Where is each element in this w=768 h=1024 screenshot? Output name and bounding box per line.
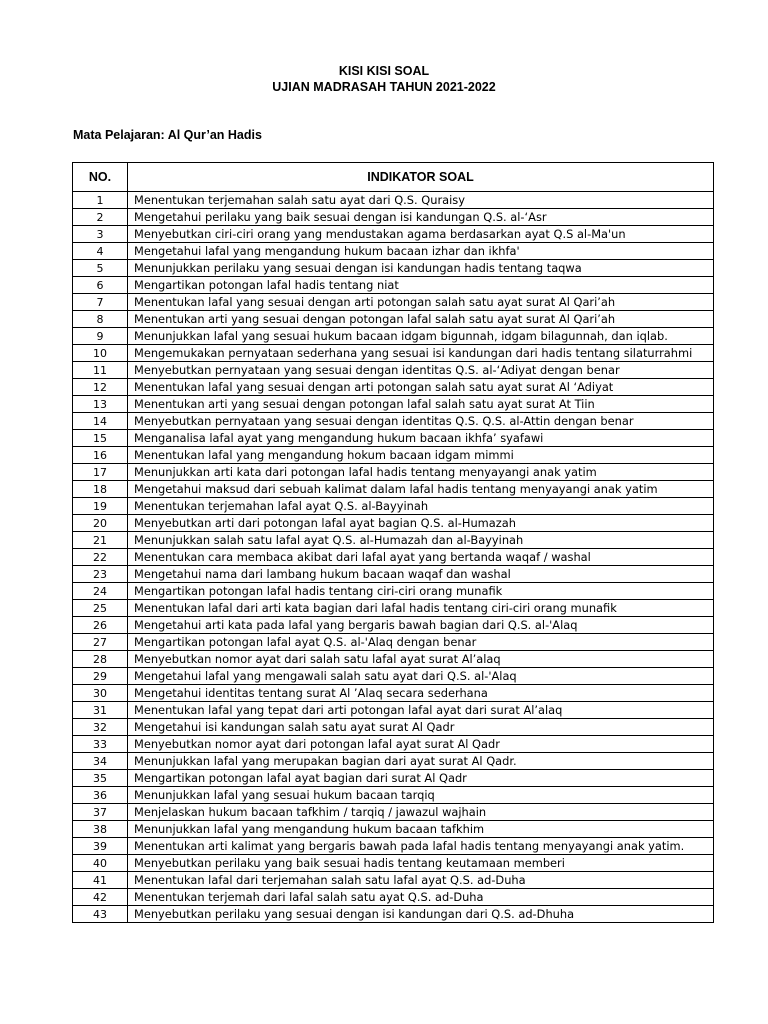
- table-row: [73, 260, 714, 277]
- table-row: [73, 345, 714, 362]
- table-row: [73, 209, 714, 226]
- row-indicator: Mengetahui isi kandungan salah satu ayat surat Al Qadr: [128, 719, 714, 736]
- row-number: 38: [73, 821, 128, 838]
- row-indicator: Menganalisa lafal ayat yang mengandung hukum bacaan ikhfa’ syafawi: [128, 430, 714, 447]
- row-indicator: Mengetahui lafal yang mengawali salah satu ayat dari Q.S. al-'Alaq: [128, 668, 714, 685]
- row-indicator: Mengetahui maksud dari sebuah kalimat dalam lafal hadis tentang menyayangi anak yatim: [128, 481, 714, 498]
- row-indicator: Menyebutkan pernyataan yang sesuai dengan identitas Q.S. al-‘Adiyat dengan benar: [128, 362, 714, 379]
- row-indicator: Menentukan lafal yang sesuai dengan arti potongan salah satu ayat surat Al Qari’ah: [128, 294, 714, 311]
- row-number: 32: [73, 719, 128, 736]
- table-row: [73, 549, 714, 566]
- table-row: [73, 294, 714, 311]
- row-indicator: Menjelaskan hukum bacaan tafkhim / tarqiq / jawazul wajhain: [128, 804, 714, 821]
- row-number: 18: [73, 481, 128, 498]
- row-indicator: Menunjukkan lafal yang mengandung hukum bacaan tafkhim: [128, 821, 714, 838]
- table-row: [73, 753, 714, 770]
- row-number: 42: [73, 889, 128, 906]
- document-subtitle: UJIAN MADRASAH TAHUN 2021-2022: [272, 80, 496, 94]
- row-number: 14: [73, 413, 128, 430]
- row-indicator: Menyebutkan arti dari potongan lafal ayat bagian Q.S. al-Humazah: [128, 515, 714, 532]
- row-number: 35: [73, 770, 128, 787]
- subject-label: Mata Pelajaran: Al Qur’an Hadis: [73, 128, 262, 142]
- row-indicator: Menentukan terjemahan salah satu ayat dari Q.S. Quraisy: [128, 192, 714, 209]
- row-number: 4: [73, 243, 128, 260]
- row-number: 11: [73, 362, 128, 379]
- row-number: 24: [73, 583, 128, 600]
- row-number: 15: [73, 430, 128, 447]
- row-number: 39: [73, 838, 128, 855]
- table-row: [73, 872, 714, 889]
- row-indicator: Mengetahui identitas tentang surat Al ’Alaq secara sederhana: [128, 685, 714, 702]
- row-number: 13: [73, 396, 128, 413]
- row-indicator: Mengartikan potongan lafal ayat bagian dari surat Al Qadr: [128, 770, 714, 787]
- row-number: 5: [73, 260, 128, 277]
- row-indicator: Menunjukkan salah satu lafal ayat Q.S. al-Humazah dan al-Bayyinah: [128, 532, 714, 549]
- row-number: 19: [73, 498, 128, 515]
- table-row: [73, 413, 714, 430]
- table-row: [73, 362, 714, 379]
- row-indicator: Menentukan lafal yang mengandung hokum bacaan idgam mimmi: [128, 447, 714, 464]
- document-title: KISI KISI SOAL: [338, 64, 430, 78]
- row-indicator: Menentukan lafal dari terjemahan salah satu lafal ayat Q.S. ad-Duha: [128, 872, 714, 889]
- table-row: [73, 702, 714, 719]
- table-row: [73, 566, 714, 583]
- row-number: 37: [73, 804, 128, 821]
- table-row: [73, 481, 714, 498]
- row-number: 43: [73, 906, 128, 923]
- table-row: [73, 906, 714, 923]
- row-number: 34: [73, 753, 128, 770]
- row-indicator: Menyebutkan ciri-ciri orang yang mendustakan agama berdasarkan ayat Q.S al-Ma'un: [128, 226, 714, 243]
- table-row: [73, 277, 714, 294]
- table-row: [73, 583, 714, 600]
- row-number: 10: [73, 345, 128, 362]
- row-indicator: Menunjukkan lafal yang merupakan bagian dari ayat surat Al Qadr.: [128, 753, 714, 770]
- row-number: 25: [73, 600, 128, 617]
- table-row: [73, 787, 714, 804]
- table-body: [73, 192, 714, 923]
- row-number: 31: [73, 702, 128, 719]
- row-indicator: Mengartikan potongan lafal hadis tentang niat: [128, 277, 714, 294]
- row-number: 3: [73, 226, 128, 243]
- row-indicator: Menentukan terjemahan lafal ayat Q.S. al-Bayyinah: [128, 498, 714, 515]
- table-row: [73, 498, 714, 515]
- row-indicator: Mengartikan potongan lafal ayat Q.S. al-'Alaq dengan benar: [128, 634, 714, 651]
- table-header-row: [73, 163, 714, 192]
- row-number: 40: [73, 855, 128, 872]
- table-row: [73, 243, 714, 260]
- table-row: [73, 855, 714, 872]
- row-number: 17: [73, 464, 128, 481]
- table-row: [73, 379, 714, 396]
- row-number: 16: [73, 447, 128, 464]
- row-number: 9: [73, 328, 128, 345]
- table-row: [73, 192, 714, 209]
- row-number: 23: [73, 566, 128, 583]
- table-row: [73, 719, 714, 736]
- row-number: 1: [73, 192, 128, 209]
- table-row: [73, 838, 714, 855]
- row-number: 28: [73, 651, 128, 668]
- row-number: 21: [73, 532, 128, 549]
- table-row: [73, 617, 714, 634]
- table-row: [73, 821, 714, 838]
- row-indicator: Menentukan arti yang sesuai dengan potongan lafal salah satu ayat surat At Tiin: [128, 396, 714, 413]
- table-row: [73, 447, 714, 464]
- row-number: 8: [73, 311, 128, 328]
- row-number: 27: [73, 634, 128, 651]
- table-row: [73, 804, 714, 821]
- row-indicator: Menentukan lafal yang tepat dari arti potongan lafal ayat dari surat Al’alaq: [128, 702, 714, 719]
- row-indicator: Mengetahui arti kata pada lafal yang bergaris bawah bagian dari Q.S. al-'Alaq: [128, 617, 714, 634]
- table-row: [73, 328, 714, 345]
- row-number: 22: [73, 549, 128, 566]
- row-indicator: Menentukan arti yang sesuai dengan potongan lafal salah satu ayat surat Al Qari’ah: [128, 311, 714, 328]
- indicator-table: [72, 162, 714, 923]
- row-indicator: Menentukan arti kalimat yang bergaris bawah pada lafal hadis tentang menyayangi anak yatim.: [128, 838, 714, 855]
- table-row: [73, 430, 714, 447]
- row-indicator: Menyebutkan pernyataan yang sesuai dengan identitas Q.S. Q.S. al-Attin dengan benar: [128, 413, 714, 430]
- row-number: 12: [73, 379, 128, 396]
- row-indicator: Menunjukkan lafal yang sesuai hukum bacaan idgam bigunnah, idgam bilagunnah, dan iqlab.: [128, 328, 714, 345]
- table-row: [73, 889, 714, 906]
- row-number: 20: [73, 515, 128, 532]
- header-no: NO.: [73, 163, 128, 192]
- row-indicator: Menyebutkan nomor ayat dari salah satu lafal ayat surat Al’alaq: [128, 651, 714, 668]
- table-row: [73, 464, 714, 481]
- row-indicator: Menyebutkan perilaku yang baik sesuai hadis tentang keutamaan memberi: [128, 855, 714, 872]
- row-indicator: Menunjukkan perilaku yang sesuai dengan isi kandungan hadis tentang taqwa: [128, 260, 714, 277]
- row-indicator: Mengartikan potongan lafal hadis tentang ciri-ciri orang munafik: [128, 583, 714, 600]
- table-row: [73, 634, 714, 651]
- table-row: [73, 736, 714, 753]
- row-number: 30: [73, 685, 128, 702]
- table-row: [73, 770, 714, 787]
- row-number: 7: [73, 294, 128, 311]
- row-indicator: Menunjukkan lafal yang sesuai hukum bacaan tarqiq: [128, 787, 714, 804]
- header-indicator: INDIKATOR SOAL: [128, 163, 714, 192]
- row-number: 29: [73, 668, 128, 685]
- row-indicator: Mengetahui nama dari lambang hukum bacaan waqaf dan washal: [128, 566, 714, 583]
- row-indicator: Menentukan cara membaca akibat dari lafal ayat yang bertanda waqaf / washal: [128, 549, 714, 566]
- row-indicator: Menunjukkan arti kata dari potongan lafal hadis tentang menyayangi anak yatim: [128, 464, 714, 481]
- row-indicator: Mengetahui perilaku yang baik sesuai dengan isi kandungan Q.S. al-‘Asr: [128, 209, 714, 226]
- row-indicator: Menyebutkan perilaku yang sesuai dengan isi kandungan dari Q.S. ad-Dhuha: [128, 906, 714, 923]
- row-number: 36: [73, 787, 128, 804]
- row-number: 2: [73, 209, 128, 226]
- row-indicator: Mengetahui lafal yang mengandung hukum bacaan izhar dan ikhfa': [128, 243, 714, 260]
- table-row: [73, 311, 714, 328]
- row-indicator: Menentukan lafal yang sesuai dengan arti potongan salah satu ayat surat Al ‘Adiyat: [128, 379, 714, 396]
- row-indicator: Mengemukakan pernyataan sederhana yang sesuai isi kandungan dari hadis tentang silaturrahmi: [128, 345, 714, 362]
- row-number: 6: [73, 277, 128, 294]
- table-row: [73, 532, 714, 549]
- table-row: [73, 651, 714, 668]
- table-row: [73, 600, 714, 617]
- row-number: 33: [73, 736, 128, 753]
- row-indicator: Menentukan terjemah dari lafal salah satu ayat Q.S. ad-Duha: [128, 889, 714, 906]
- row-indicator: Menyebutkan nomor ayat dari potongan lafal ayat surat Al Qadr: [128, 736, 714, 753]
- table-row: [73, 668, 714, 685]
- row-indicator: Menentukan lafal dari arti kata bagian dari lafal hadis tentang ciri-ciri orang munafik: [128, 600, 714, 617]
- row-number: 26: [73, 617, 128, 634]
- table-row: [73, 515, 714, 532]
- table-row: [73, 685, 714, 702]
- table-row: [73, 226, 714, 243]
- row-number: 41: [73, 872, 128, 889]
- table-row: [73, 396, 714, 413]
